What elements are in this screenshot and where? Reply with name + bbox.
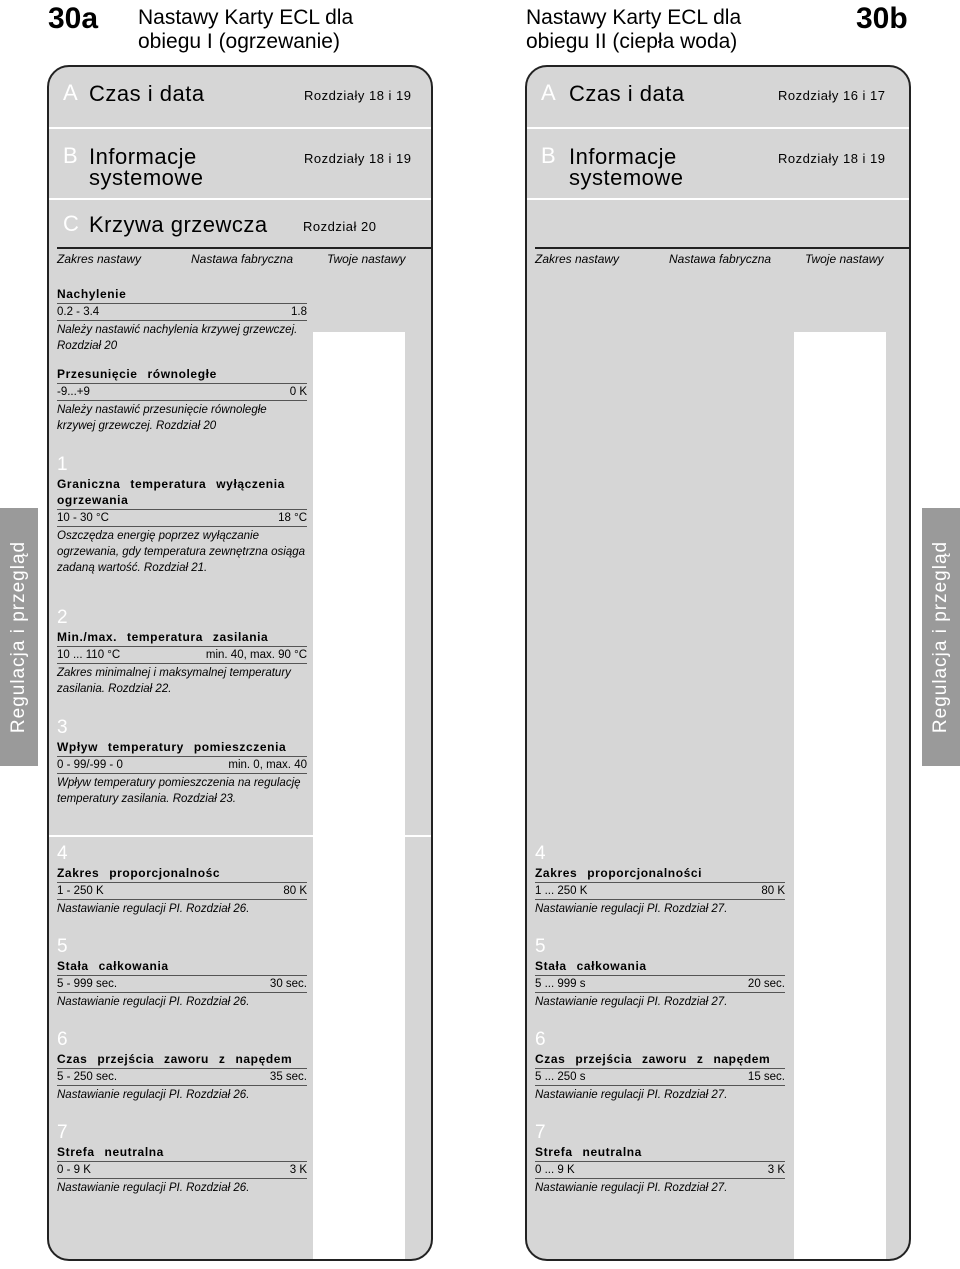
setting-title: Stała całkowania: [57, 958, 307, 976]
setting-title: Graniczna temperatura wyłączenia ogrzewania: [57, 476, 307, 510]
section-b-title-line2: systemowe: [89, 165, 204, 190]
setting-default: 80 K: [283, 885, 307, 897]
section-b-ref: Rozdziały 18 i 19: [778, 151, 886, 166]
setting-range: 0 - 99/-99 - 0: [57, 759, 123, 771]
page-number-right: 30b: [856, 2, 908, 35]
setting-range: 5 ... 250 s: [535, 1071, 586, 1083]
setting-5: [57, 936, 307, 1010]
setting-range: -9...+9: [57, 386, 90, 398]
setting-range-row: [535, 883, 785, 900]
setting-default: min. 0, max. 40: [228, 759, 307, 771]
your-settings-column-right: [794, 332, 886, 1259]
side-tab-left-label: Regulacja i przegląd: [8, 540, 29, 734]
setting-default: 18 °C: [278, 512, 307, 524]
divider: [527, 127, 909, 129]
setting-description: Nastawianie regulacji PI. Rozdział 26.: [57, 903, 250, 915]
divider: [49, 835, 431, 837]
setting-description: Oszczędza energię poprzez wyłączanie ogrzewania, gdy temperatura zewnętrzna osiąga zadaną wartość. Rozdział 21.: [57, 530, 306, 574]
divider: [527, 198, 909, 200]
setting-description: Nastawianie regulacji PI. Rozdział 27.: [535, 1089, 728, 1101]
setting-slope: [57, 286, 307, 354]
setting-range: 0 - 9 K: [57, 1164, 91, 1176]
page-number-left: 30a: [48, 2, 99, 35]
setting-range: 10 ... 110 °C: [57, 649, 121, 661]
column-header-default: Nastawa fabryczna: [191, 252, 294, 266]
section-a-title: Czas i data: [89, 81, 205, 106]
setting-default: 30 sec.: [269, 978, 307, 990]
setting-parallel-shift: [57, 366, 307, 434]
setting-title: Zakres proporcjonalnośc: [57, 865, 307, 883]
setting-range-row: [57, 1162, 307, 1179]
section-c-title: Krzywa grzewcza: [89, 212, 268, 237]
setting-range-row: [57, 510, 307, 527]
setting-7: [57, 1122, 307, 1196]
section-a-ref: Rozdziały 16 i 17: [778, 88, 886, 103]
section-b-title-line2: systemowe: [569, 165, 684, 190]
setting-default: 3 K: [289, 1164, 307, 1176]
setting-range: 1 - 250 K: [57, 885, 104, 897]
setting-description: Należy nastawić nachylenia krzywej grzewczej. Rozdział 20: [57, 324, 298, 352]
setting-description: Nastawianie regulacji PI. Rozdział 27.: [535, 903, 728, 915]
setting-title: Czas przejścia zaworu z napędem: [535, 1051, 785, 1069]
page-title-right-line2: obiegu II (ciepła woda): [526, 30, 738, 53]
side-tab-left: [0, 508, 38, 766]
setting-4: [57, 843, 307, 917]
setting-description: Nastawianie regulacji PI. Rozdział 27.: [535, 1182, 728, 1194]
setting-range-row: [535, 1162, 785, 1179]
page-title-left-line1: Nastawy Karty ECL dla: [138, 6, 354, 29]
setting-range-row: [57, 757, 307, 774]
section-a-letter: A: [63, 80, 78, 105]
setting-number: 1: [57, 454, 68, 475]
setting-range: 5 ... 999 s: [535, 978, 586, 990]
side-tab-right-label: Regulacja i przegląd: [930, 540, 951, 734]
your-settings-column-left: [313, 332, 405, 1259]
setting-range-row: [535, 1069, 785, 1086]
setting-default: 3 K: [767, 1164, 785, 1176]
column-header-default: Nastawa fabryczna: [669, 252, 772, 266]
setting-range: 5 - 250 sec.: [57, 1071, 118, 1083]
setting-number: 7: [535, 1122, 546, 1143]
left-panel: [47, 65, 433, 1261]
setting-title: Strefa neutralna: [57, 1144, 307, 1162]
setting-4: [535, 843, 785, 917]
page-title-left-line2: obiegu I (ogrzewanie): [138, 30, 340, 53]
column-header-yours: Twoje nastawy: [327, 252, 406, 266]
section-b-letter: B: [541, 143, 556, 168]
setting-default: 35 sec.: [269, 1071, 307, 1083]
setting-description: Zakres minimalnej i maksymalnej temperatury zasilania. Rozdział 22.: [57, 667, 291, 695]
column-header-range: Zakres nastawy: [57, 252, 142, 266]
setting-range: 0 ... 9 K: [535, 1164, 575, 1176]
section-b-title: [569, 146, 684, 188]
section-c-letter: C: [63, 211, 79, 236]
setting-3: [57, 717, 307, 807]
section-b-ref: Rozdziały 18 i 19: [304, 151, 412, 166]
divider: [49, 198, 431, 200]
setting-default: min. 40, max. 90 °C: [205, 649, 307, 661]
section-b-title-line1: Informacje: [89, 144, 197, 169]
setting-number: 7: [57, 1122, 68, 1143]
page-title-left: [138, 6, 353, 54]
setting-description: Nastawianie regulacji PI. Rozdział 26.: [57, 996, 250, 1008]
setting-range-row: [57, 304, 307, 321]
setting-title: Stała całkowania: [535, 958, 785, 976]
setting-range-row: [57, 1069, 307, 1086]
column-header-range: Zakres nastawy: [535, 252, 620, 266]
setting-description: Wpływ temperatury pomieszczenia na regulację temperatury zasilania. Rozdział 23.: [57, 777, 301, 805]
setting-range-row: [57, 883, 307, 900]
divider: [57, 247, 431, 249]
section-a-ref: Rozdziały 18 i 19: [304, 88, 412, 103]
section-a-letter: A: [541, 80, 556, 105]
setting-5: [535, 936, 785, 1010]
setting-default: 0 K: [289, 386, 307, 398]
setting-range-row: [535, 976, 785, 993]
section-a-title: Czas i data: [569, 81, 685, 106]
side-tab-right: [922, 508, 960, 766]
setting-title: Czas przejścia zaworu z napędem: [57, 1051, 307, 1069]
setting-description: Nastawianie regulacji PI. Rozdział 27.: [535, 996, 728, 1008]
setting-range-row: [57, 384, 307, 401]
setting-range-row: [57, 647, 307, 664]
setting-title: Min./max. temperatura zasilania: [57, 629, 307, 647]
setting-7: [535, 1122, 785, 1196]
page-title-right: [526, 6, 741, 54]
setting-range-row: [57, 976, 307, 993]
section-c-ref: Rozdział 20: [303, 219, 377, 234]
section-b-letter: B: [63, 143, 78, 168]
setting-title: Przesunięcie równoległe: [57, 366, 307, 384]
setting-range: 1 ... 250 K: [535, 885, 588, 897]
setting-1: [57, 454, 307, 576]
setting-default: 1.8: [291, 306, 307, 318]
setting-number: 5: [535, 936, 546, 957]
column-header-yours: Twoje nastawy: [805, 252, 884, 266]
setting-number: 6: [57, 1029, 68, 1050]
right-panel: [525, 65, 911, 1261]
setting-range: 10 - 30 °C: [57, 512, 109, 524]
setting-default: 15 sec.: [747, 1071, 785, 1083]
setting-number: 6: [535, 1029, 546, 1050]
setting-default: 20 sec.: [747, 978, 785, 990]
section-b-title-line1: Informacje: [569, 144, 677, 169]
setting-number: 5: [57, 936, 68, 957]
page-title-right-line1: Nastawy Karty ECL dla: [526, 6, 742, 29]
setting-title: Nachylenie: [57, 286, 307, 304]
setting-6: [535, 1029, 785, 1103]
setting-number: 2: [57, 607, 68, 628]
setting-number: 3: [57, 717, 68, 738]
setting-title: Wpływ temperatury pomieszczenia: [57, 739, 307, 757]
setting-description: Należy nastawić przesunięcie równoległe krzywej grzewczej. Rozdział 20: [57, 404, 267, 432]
setting-number: 4: [57, 843, 68, 864]
setting-default: 80 K: [761, 885, 785, 897]
setting-2: [57, 607, 307, 697]
divider: [49, 127, 431, 129]
setting-description: Nastawianie regulacji PI. Rozdział 26.: [57, 1182, 250, 1194]
setting-title: Zakres proporcjonalności: [535, 865, 785, 883]
setting-number: 4: [535, 843, 546, 864]
divider: [535, 247, 909, 249]
setting-title: Strefa neutralna: [535, 1144, 785, 1162]
setting-6: [57, 1029, 307, 1103]
setting-range: 0.2 - 3.4: [57, 306, 100, 318]
setting-description: Nastawianie regulacji PI. Rozdział 26.: [57, 1089, 250, 1101]
section-b-title: [89, 146, 204, 188]
setting-range: 5 - 999 sec.: [57, 978, 118, 990]
